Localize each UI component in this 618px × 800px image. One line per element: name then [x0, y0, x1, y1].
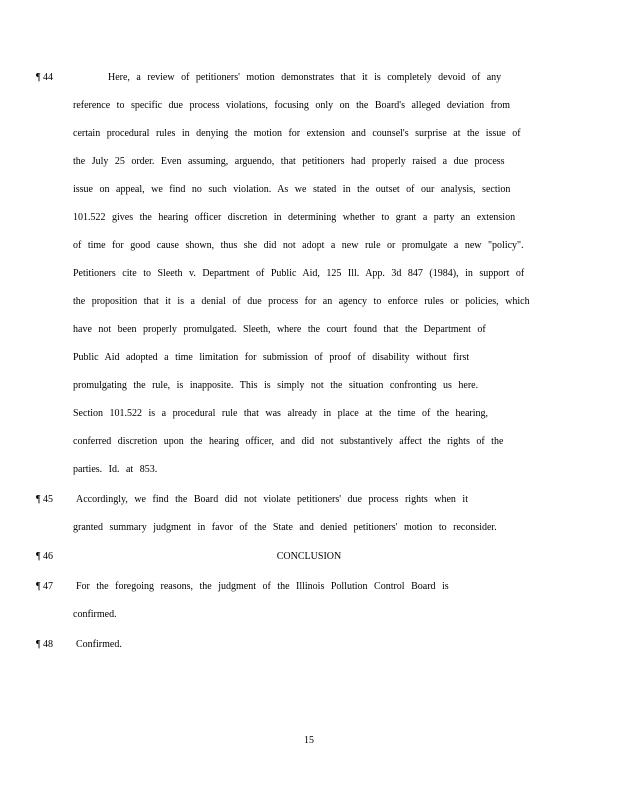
text-line: 101.522 gives the hearing officer discretion in determining whether to grant a party an extension: [73, 212, 516, 223]
text-line: Section 101.522 is a procedural rule that was already in place at the time of the hearing,: [73, 408, 488, 419]
text-line: of time for good cause shown, thus she did not adopt a new rule or promulgate a new "policy".: [73, 240, 524, 251]
text-line: conferred discretion upon the hearing officer, and did not substantively affect the rights of the: [73, 436, 504, 447]
text-line: confirmed.: [73, 609, 117, 620]
text-line: issue on appeal, we find no such violation. As we stated in the outset of our analysis, section: [73, 184, 511, 195]
text-line: parties. Id. at 853.: [73, 464, 158, 475]
paragraph-number: ¶ 47: [36, 581, 54, 592]
page-number: 15: [304, 735, 314, 746]
text-line: certain procedural rules in denying the motion for extension and counsel's surprise at the issue of: [73, 128, 521, 139]
text-line: Here, a review of petitioners' motion demonstrates that it is completely devoid of any: [108, 72, 502, 83]
text-line: the July 25 order. Even assuming, arguendo, that petitioners had properly raised a due process: [73, 156, 505, 167]
section-heading: CONCLUSION: [276, 551, 342, 562]
text-line: Public Aid adopted a time limitation for submission of proof of disability without first: [73, 352, 470, 363]
paragraph-number: ¶ 48: [36, 639, 54, 650]
text-line: promulgating the rule, is inapposite. This is simply not the situation confronting us here.: [73, 380, 479, 391]
text-line: Accordingly, we find the Board did not violate petitioners' due process rights when it: [76, 494, 468, 505]
text-line: reference to specific due process violations, focusing only on the Board's alleged deviation from: [73, 100, 511, 111]
paragraph-number: ¶ 45: [36, 494, 54, 505]
text-line: granted summary judgment in favor of the State and denied petitioners' motion to reconsider.: [73, 522, 497, 533]
text-line: For the foregoing reasons, the judgment of the Illinois Pollution Control Board is: [76, 581, 449, 592]
paragraph-number: ¶ 46: [36, 551, 54, 562]
text-line: Petitioners cite to Sleeth v. Department of Public Aid, 125 Ill. App. 3d 847 (1984), in support of: [73, 268, 525, 279]
paragraph-number: ¶ 44: [36, 72, 54, 83]
text-line: have not been properly promulgated. Sleeth, where the court found that the Department of: [73, 324, 486, 335]
text-line: Confirmed.: [76, 639, 122, 650]
text-line: the proposition that it is a denial of due process for an agency to enforce rules or policies, which: [73, 296, 530, 307]
